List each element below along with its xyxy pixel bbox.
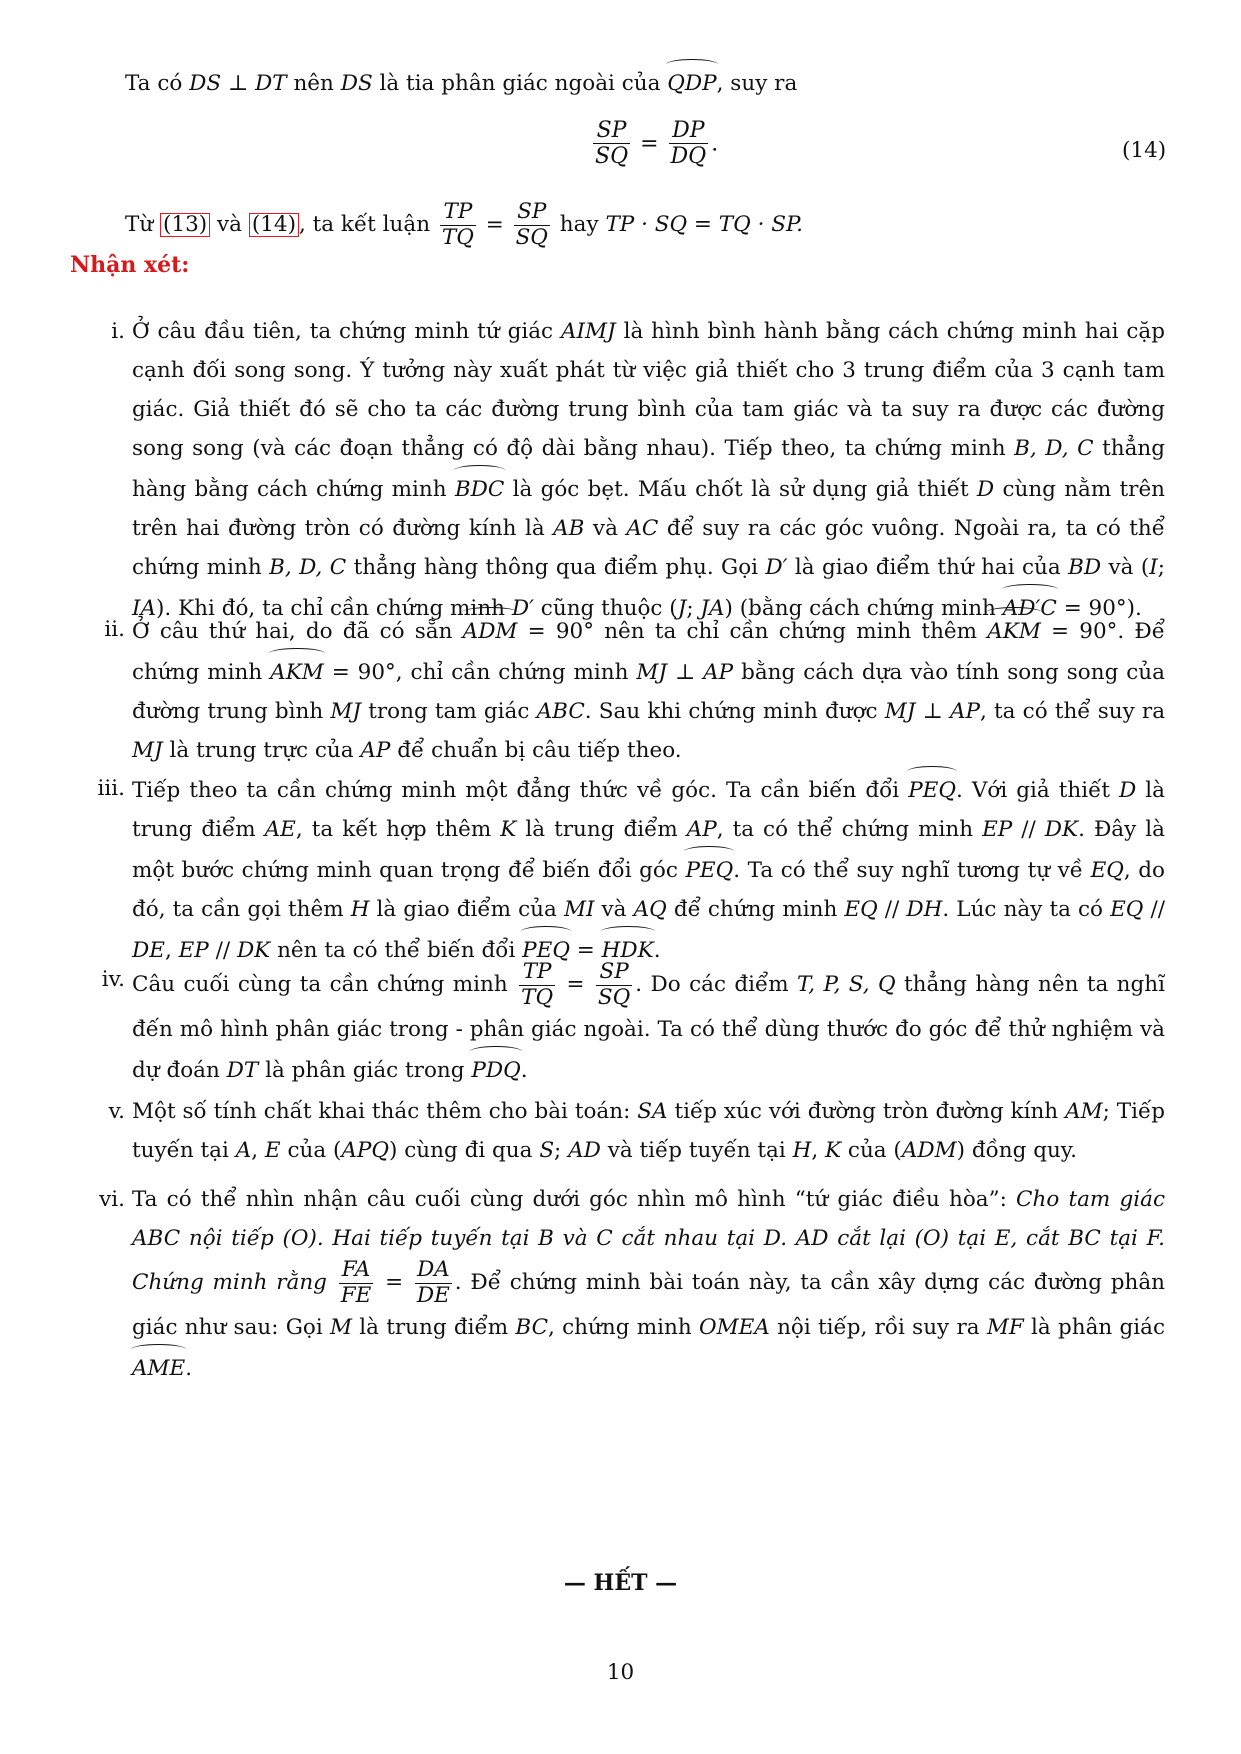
conclusion-line: Từ (13) và (14) , ta kết luận $\frac{TP}{TQ}$ = $\frac{SP}{SQ}$ hay TP · SQ = TQ · SP. [125,199,803,250]
remark-item-iii: iii. Tiếp theo ta cần chứng minh một đẳng thức về góc. Ta cần biến đổi PEQ. Với giả thiết D là trung điểm AE, ta kết hợp thêm K là trung điểm AP, ta có thể chứng minh EP // DK. Đây là một bước chứng minh quan trọng để biến đổi góc PEQ. Ta có thể suy nghĩ tương tự về EQ, do đó, ta cần gọi thêm H là giao điểm của MI và AQ để chứng minh EQ // DH. Lúc này ta có EQ // DE, EP // DK nên ta có thể biến đổi PEQ = HDK. [70,769,1165,970]
equation-14: $\frac{SP}{SQ}$ = $\frac{DP}{DQ}$ . [595,118,719,170]
ref-13-link[interactable]: (13) [160,213,210,237]
intro-line-1: Ta có DS ⊥ DT nên DS là tia phân giác ngoài của QDP, suy ra [125,62,797,103]
remark-item-ii: ii. Ở câu thứ hai, do đã có sẵn ADM = 90° nên ta chỉ cần chứng minh thêm AKM = 90°. Để chứng minh AKM = 90°, chỉ cần chứng minh MJ ⊥ AP bằng cách dựa vào tính song song của đường trung bình MJ trong tam giác ABC. Sau khi chứng minh được MJ ⊥ AP, ta có thể suy ra MJ là trung trực của AP để chuẩn bị câu tiếp theo. [70,610,1165,770]
ref-14-link[interactable]: (14) [249,213,299,237]
remark-item-iv: iv. Câu cuối cùng ta cần chứng minh $\frac{TP}{TQ}$ = $\frac{SP}{SQ}$ . Do các điểm T, P, S, Q thẳng hàng nên ta nghĩ đến mô hình phân giác trong - phân giác ngoài. Ta có thể dùng thước đo góc để thử nghiệm và dự đoán DT là phân giác trong PDQ. [70,960,1165,1090]
equation-number: (14) [1122,138,1167,163]
remark-item-i: i. Ở câu đầu tiên, ta chứng minh tứ giác AIMJ là hình bình hành bằng cách chứng minh hai cặp cạnh đối song song. Ý tưởng này xuất phát từ việc giả thiết cho 3 trung điểm của 3 cạnh tam giác. Giả thiết đó sẽ cho ta các đường trung bình của tam giác và ta suy ra được các đường song song (và các đoạn thẳng có độ dài bằng nhau). Tiếp theo, ta chứng minh B, D, C thẳng hàng bằng cách chứng minh BDC là góc bẹt. Mấu chốt là sử dụng giả thiết D cùng nằm trên trên hai đường tròn có đường kính là AB và AC để suy ra các góc vuông. Ngoài ra, ta có thể chứng minh B, D, C thẳng hàng thông qua điểm phụ. Gọi D′ là giao điểm thứ hai của BD và (I; IA). Khi đó, ta chỉ cần chứng minh D′ cũng thuộc (J; JA) (bằng cách chứng minh AD′C = 90°). [70,312,1165,628]
section-title: Nhận xét: [70,252,190,278]
end-marker: — HẾT — [563,1570,678,1596]
remark-item-v: v. Một số tính chất khai thác thêm cho bài toán: SA tiếp xúc với đường tròn đường kính AM; Tiếp tuyến tại A, E của (APQ) cùng đi qua S; AD và tiếp tuyến tại H, K của (ADM) đồng quy. [108,1099,1166,1163]
angle-QDP: QDP [667,62,716,103]
remark-item-vi: vi. Ta có thể nhìn nhận câu cuối cùng dưới góc nhìn mô hình “tứ giác điều hòa”: Cho tam giác ABC nội tiếp (O). Hai tiếp tuyến tại B và C cắt nhau tại D. AD cắt lại (O) tại E, cắt BC tại F. Chứng minh rằng $\frac{FA}{FE}$ = $\frac{DA}{DE}$ . Để chứng minh bài toán này, ta cần xây dựng các đường phân giác như sau: Gọi M là trung điểm BC, chứng minh OMEA nội tiếp, rồi suy ra MF là phân giác AME. [70,1180,1165,1388]
page-number: 10 [606,1660,635,1685]
